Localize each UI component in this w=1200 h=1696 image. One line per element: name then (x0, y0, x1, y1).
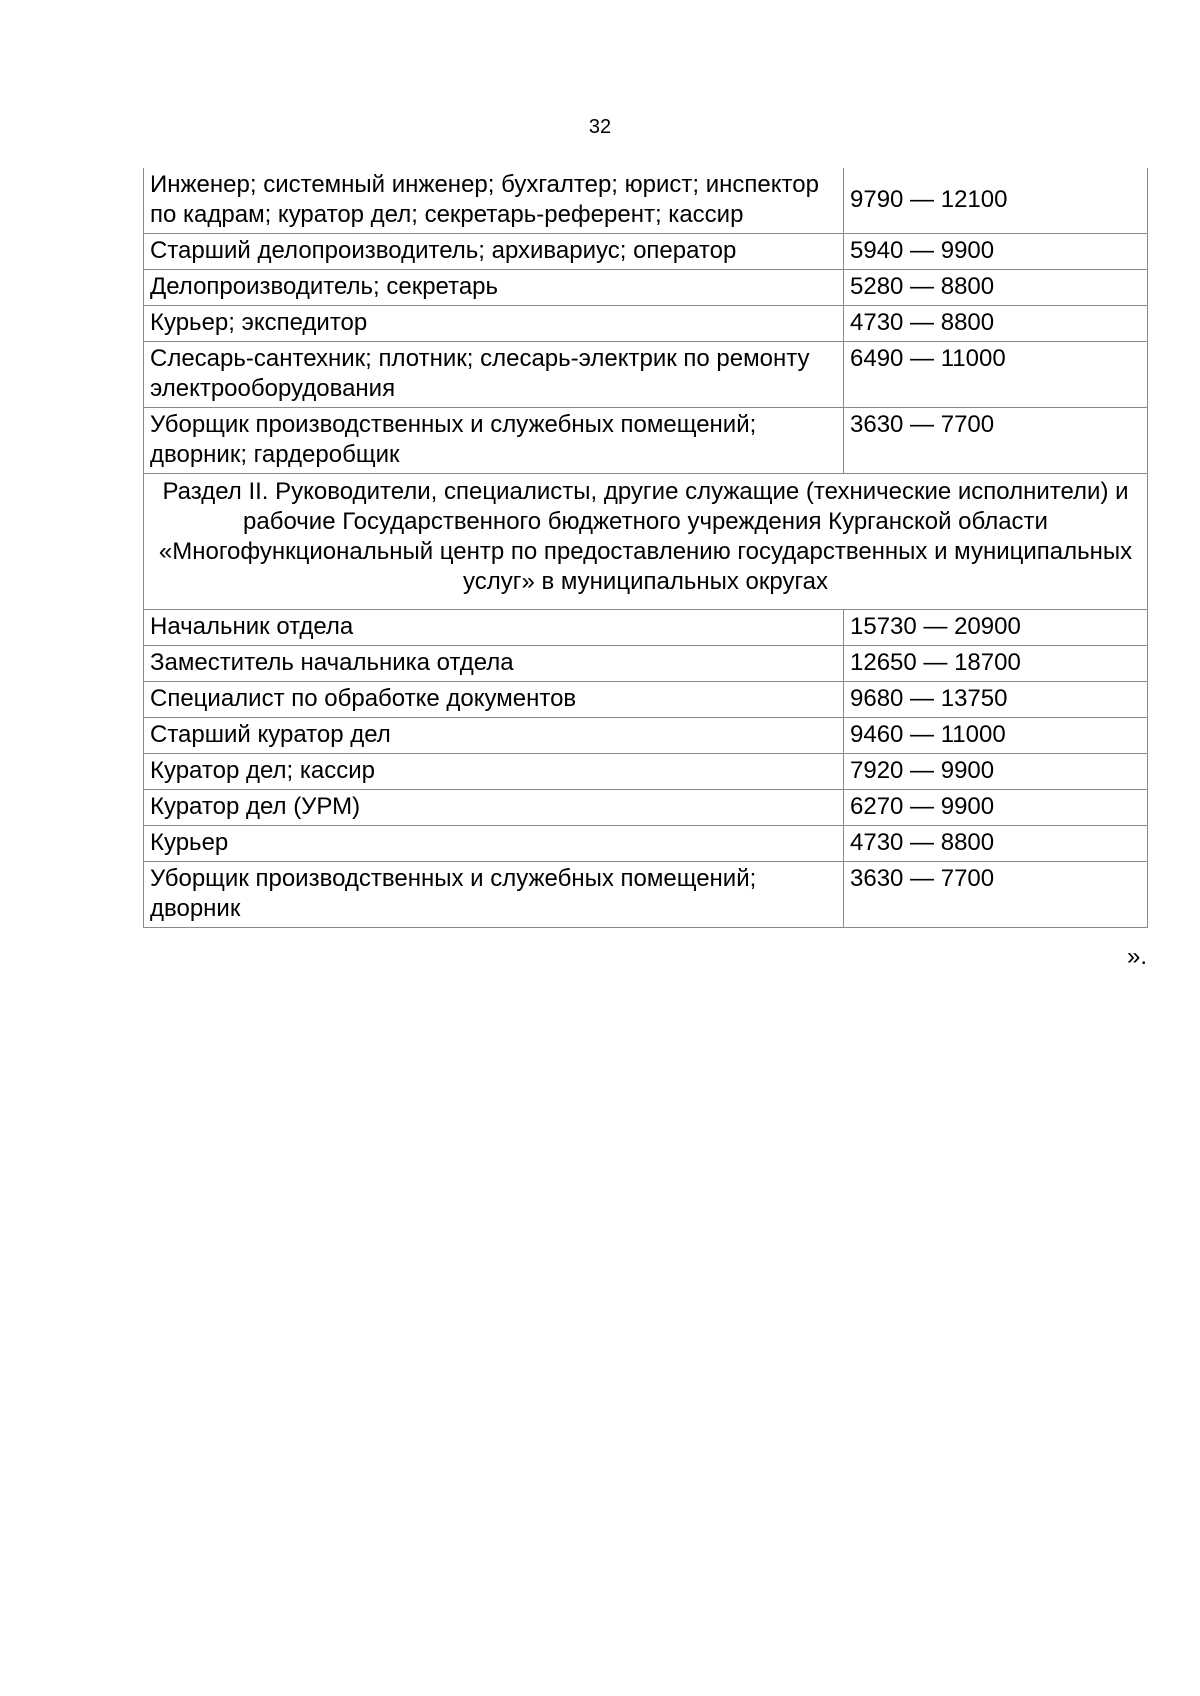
position-cell: Заместитель начальника отдела (144, 646, 844, 682)
salary-cell: 3630 — 7700 (844, 862, 1148, 928)
position-cell: Начальник отдела (144, 610, 844, 646)
section-row (144, 474, 1148, 610)
position-cell: Инженер; системный инженер; бухгалтер; юрист; инспектор по кадрам; куратор дел; секретарь-референт; кассир (144, 168, 844, 234)
table-row (144, 610, 1148, 646)
salary-cell: 3630 — 7700 (844, 408, 1148, 474)
position-cell: Уборщик производственных и служебных помещений; дворник; гардеробщик (144, 408, 844, 474)
position-cell: Старший делопроизводитель; архивариус; оператор (144, 234, 844, 270)
closing-quote-mark: ». (1126, 943, 1147, 970)
position-cell: Делопроизводитель; секретарь (144, 270, 844, 306)
position-cell: Куратор дел (УРМ) (144, 790, 844, 826)
table-row (144, 408, 1148, 474)
table-row (144, 862, 1148, 928)
salary-cell: 9790 — 12100 (844, 168, 1148, 234)
table-row (144, 718, 1148, 754)
position-cell: Куратор дел; кассир (144, 754, 844, 790)
table-row (144, 234, 1148, 270)
position-cell: Курьер; экспедитор (144, 306, 844, 342)
position-cell: Уборщик производственных и служебных помещений; дворник (144, 862, 844, 928)
salary-table (143, 168, 1148, 928)
salary-cell: 5280 — 8800 (844, 270, 1148, 306)
salary-cell: 9460 — 11000 (844, 718, 1148, 754)
table-row (144, 168, 1148, 234)
salary-cell: 4730 — 8800 (844, 826, 1148, 862)
position-cell: Специалист по обработке документов (144, 682, 844, 718)
table-row (144, 790, 1148, 826)
salary-cell: 7920 — 9900 (844, 754, 1148, 790)
table-row (144, 754, 1148, 790)
position-cell: Старший куратор дел (144, 718, 844, 754)
position-cell: Курьер (144, 826, 844, 862)
salary-cell: 6490 — 11000 (844, 342, 1148, 408)
table-row (144, 342, 1148, 408)
table-row (144, 270, 1148, 306)
table-row (144, 306, 1148, 342)
table-row (144, 646, 1148, 682)
position-cell: Слесарь-сантехник; плотник; слесарь-электрик по ремонту электрооборудования (144, 342, 844, 408)
page-number: 32 (588, 116, 612, 138)
salary-cell: 15730 — 20900 (844, 610, 1148, 646)
table-row (144, 826, 1148, 862)
salary-cell: 4730 — 8800 (844, 306, 1148, 342)
salary-cell: 5940 — 9900 (844, 234, 1148, 270)
salary-cell: 12650 — 18700 (844, 646, 1148, 682)
salary-cell: 6270 — 9900 (844, 790, 1148, 826)
section-heading: Раздел II. Руководители, специалисты, другие служащие (технические исполнители) и рабочие Государственного бюджетного учреждения Курганской области «Многофункциональный центр по предоставлению государственных и муниципальных услуг» в муниципальных округах (144, 474, 1148, 610)
table-row (144, 682, 1148, 718)
salary-cell: 9680 — 13750 (844, 682, 1148, 718)
